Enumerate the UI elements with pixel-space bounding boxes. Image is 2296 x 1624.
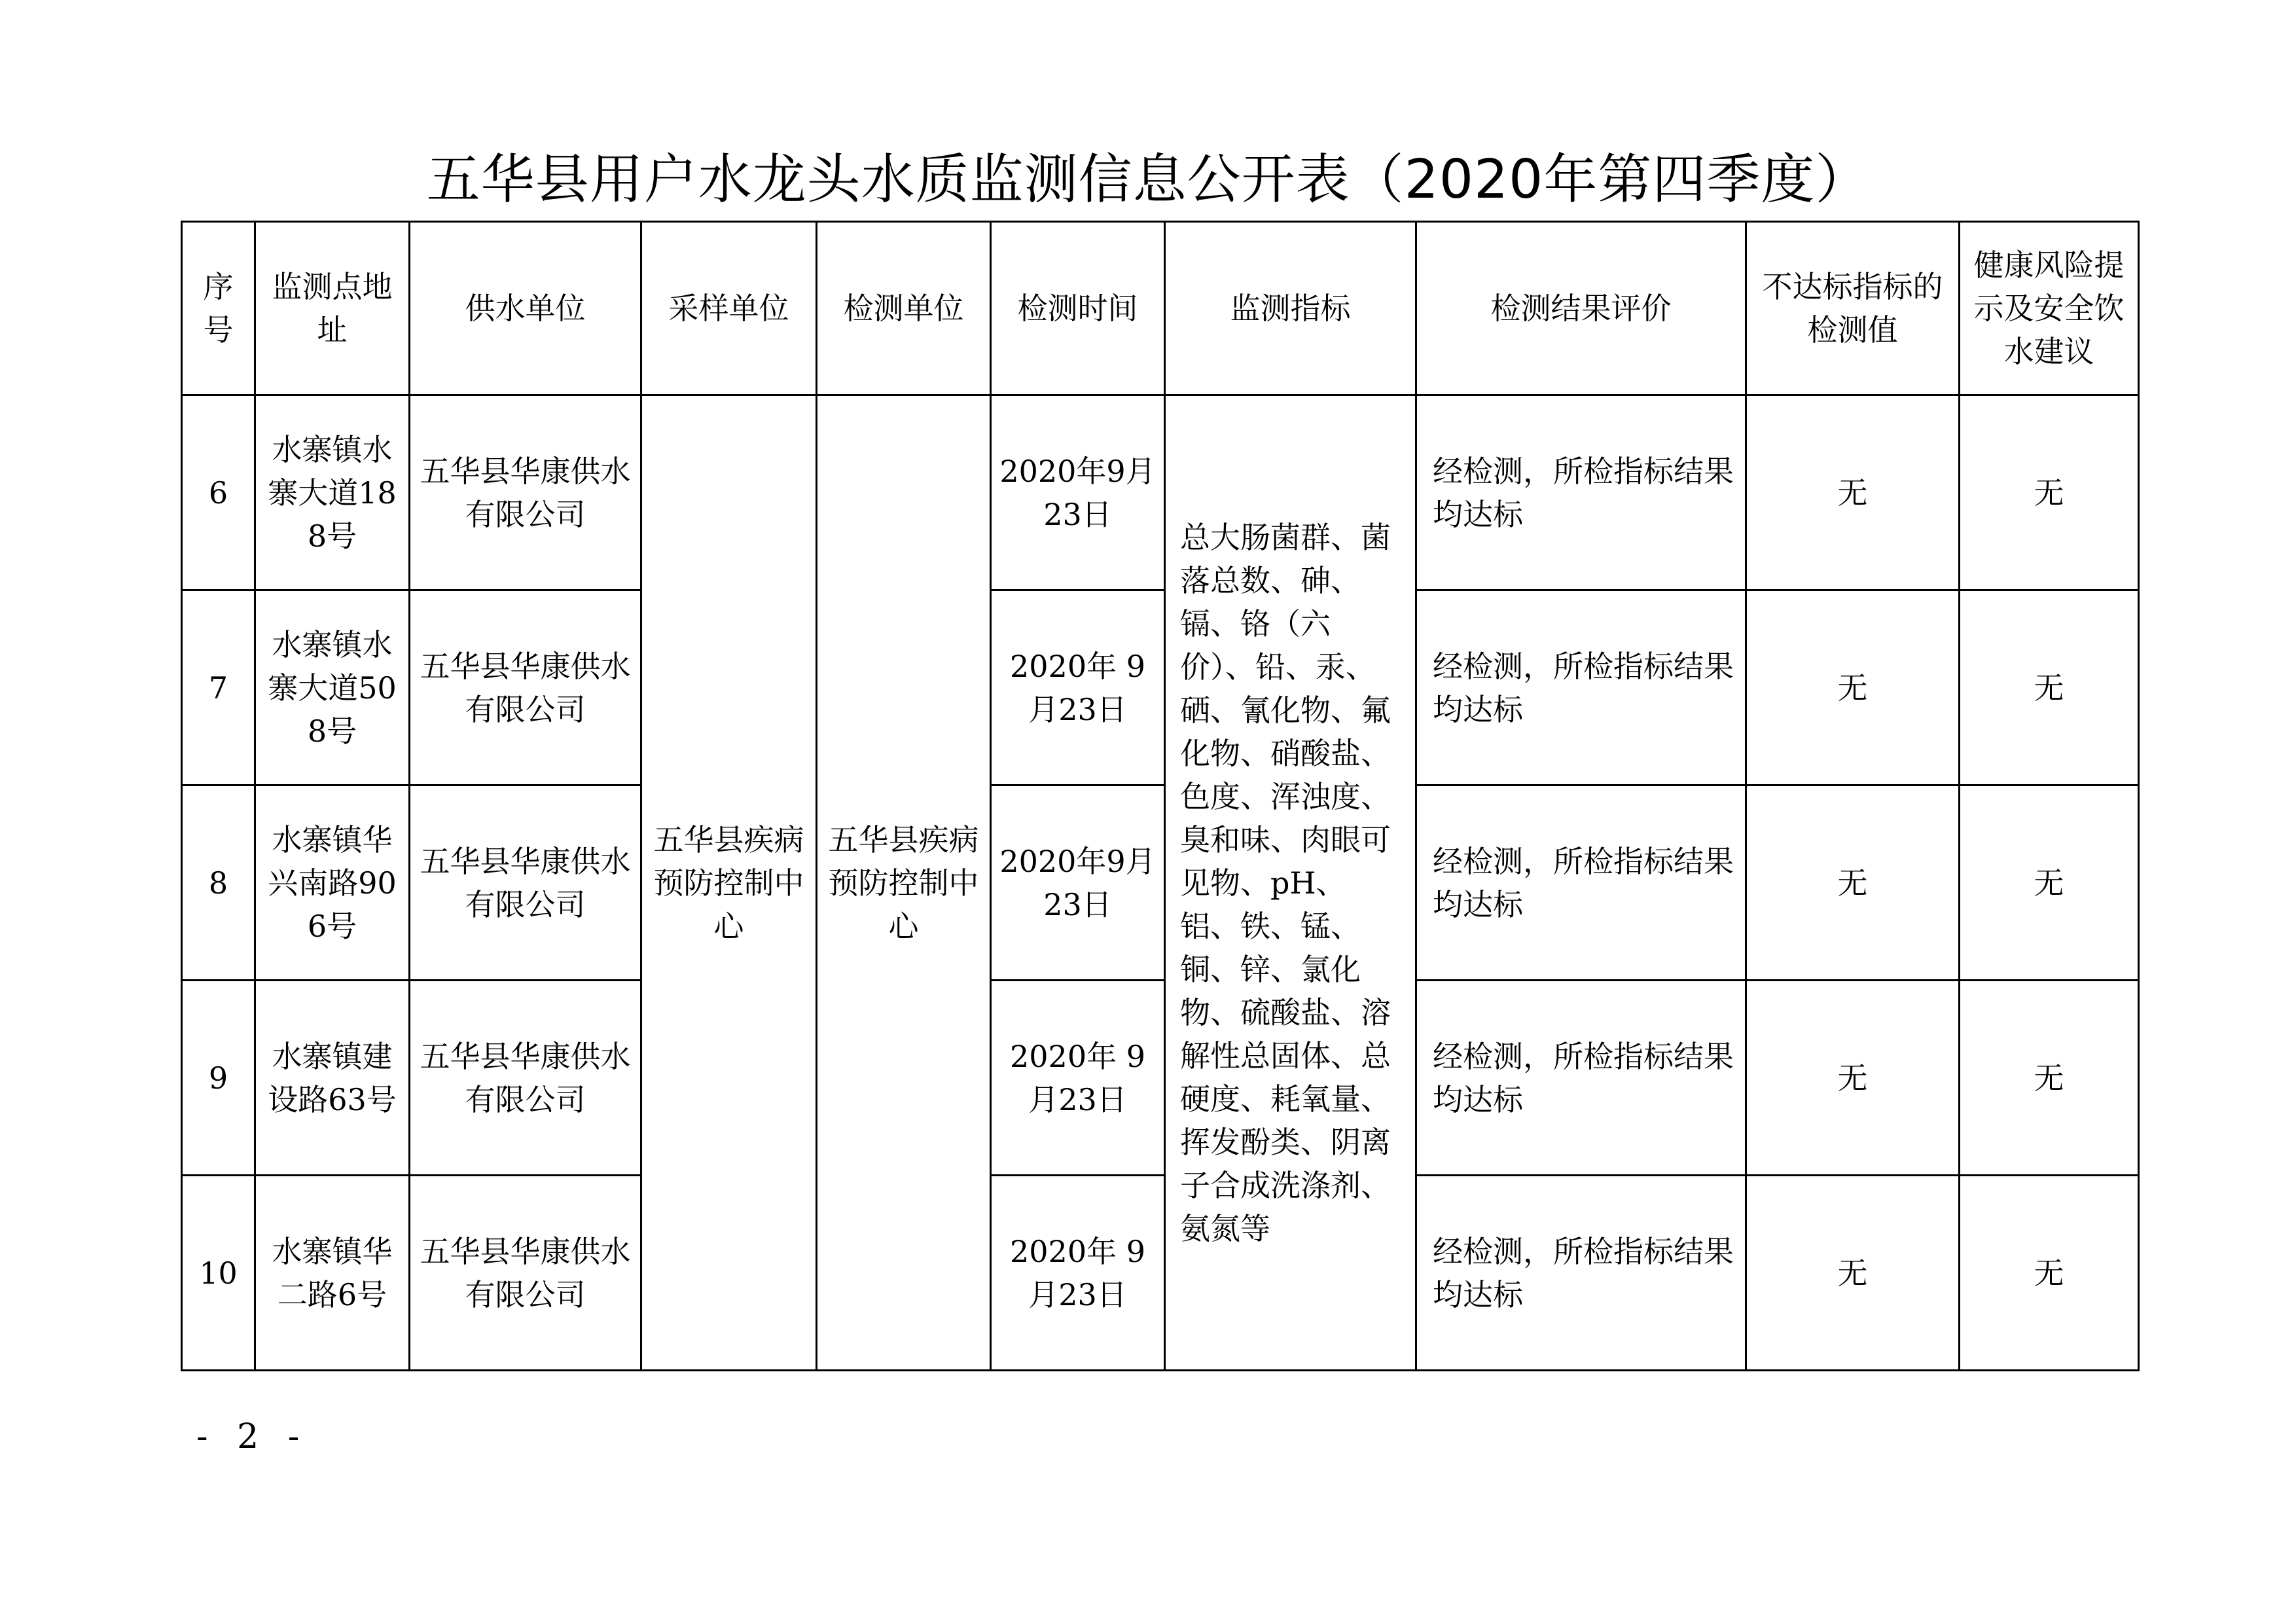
cell-evaluation: 经检测，所检指标结果均达标 bbox=[1416, 785, 1746, 981]
header-address: 监测点地址 bbox=[255, 222, 410, 395]
cell-indicators: 总大肠菌群、菌落总数、砷、镉、铬（六价）、铅、汞、硒、氰化物、氟化物、硝酸盐、色度、浑浊度、臭和味、肉眼可见物、pH、铝、铁、锰、铜、锌、氯化物、硫酸盐、溶解性总固体、总硬度、耗氧量、挥发酚类、阴离子合成洗涤剂、氨氮等 bbox=[1165, 395, 1416, 1371]
cell-time: 2020年9月23日 bbox=[991, 395, 1165, 590]
cell-address: 水寨镇建设路63号 bbox=[255, 981, 410, 1176]
table-header-row bbox=[182, 222, 2139, 395]
cell-seq: 8 bbox=[182, 785, 255, 981]
cell-address: 水寨镇水寨大道188号 bbox=[255, 395, 410, 590]
header-supplier: 供水单位 bbox=[410, 222, 641, 395]
table-row bbox=[182, 590, 2139, 785]
header-time: 检测时间 bbox=[991, 222, 1165, 395]
cell-time: 2020年9月23日 bbox=[991, 785, 1165, 981]
table-row bbox=[182, 981, 2139, 1176]
table-row bbox=[182, 785, 2139, 981]
header-evaluation: 检测结果评价 bbox=[1416, 222, 1746, 395]
header-advice: 健康风险提示及安全饮水建议 bbox=[1960, 222, 2139, 395]
cell-address: 水寨镇华二路6号 bbox=[255, 1176, 410, 1371]
table-row bbox=[182, 1176, 2139, 1371]
header-tester: 检测单位 bbox=[817, 222, 991, 395]
cell-noncompliant: 无 bbox=[1746, 590, 1960, 785]
cell-evaluation: 经检测，所检指标结果均达标 bbox=[1416, 1176, 1746, 1371]
cell-advice: 无 bbox=[1960, 1176, 2139, 1371]
cell-supplier: 五华县华康供水有限公司 bbox=[410, 981, 641, 1176]
cell-noncompliant: 无 bbox=[1746, 395, 1960, 590]
cell-supplier: 五华县华康供水有限公司 bbox=[410, 395, 641, 590]
cell-tester: 五华县疾病预防控制中心 bbox=[817, 395, 991, 1371]
water-quality-table bbox=[181, 221, 2140, 1371]
cell-noncompliant: 无 bbox=[1746, 785, 1960, 981]
cell-sampler: 五华县疾病预防控制中心 bbox=[641, 395, 817, 1371]
cell-advice: 无 bbox=[1960, 981, 2139, 1176]
cell-time: 2020年 9月23日 bbox=[991, 590, 1165, 785]
cell-seq: 7 bbox=[182, 590, 255, 785]
header-noncompliant: 不达标指标的检测值 bbox=[1746, 222, 1960, 395]
cell-time: 2020年 9月23日 bbox=[991, 981, 1165, 1176]
cell-supplier: 五华县华康供水有限公司 bbox=[410, 590, 641, 785]
cell-supplier: 五华县华康供水有限公司 bbox=[410, 785, 641, 981]
cell-time: 2020年 9月23日 bbox=[991, 1176, 1165, 1371]
header-seq: 序号 bbox=[182, 222, 255, 395]
cell-supplier: 五华县华康供水有限公司 bbox=[410, 1176, 641, 1371]
cell-advice: 无 bbox=[1960, 590, 2139, 785]
cell-address: 水寨镇华兴南路906号 bbox=[255, 785, 410, 981]
cell-evaluation: 经检测，所检指标结果均达标 bbox=[1416, 590, 1746, 785]
cell-advice: 无 bbox=[1960, 785, 2139, 981]
header-indicators: 监测指标 bbox=[1165, 222, 1416, 395]
cell-seq: 10 bbox=[182, 1176, 255, 1371]
cell-address: 水寨镇水寨大道508号 bbox=[255, 590, 410, 785]
cell-advice: 无 bbox=[1960, 395, 2139, 590]
cell-noncompliant: 无 bbox=[1746, 981, 1960, 1176]
page-number: - 2 - bbox=[196, 1417, 309, 1456]
page-title: 五华县用户水龙头水质监测信息公开表（2020年第四季度） bbox=[426, 149, 1870, 211]
cell-noncompliant: 无 bbox=[1746, 1176, 1960, 1371]
cell-evaluation: 经检测，所检指标结果均达标 bbox=[1416, 981, 1746, 1176]
table-row bbox=[182, 395, 2139, 590]
cell-evaluation: 经检测，所检指标结果均达标 bbox=[1416, 395, 1746, 590]
cell-seq: 6 bbox=[182, 395, 255, 590]
header-sampler: 采样单位 bbox=[641, 222, 817, 395]
cell-seq: 9 bbox=[182, 981, 255, 1176]
